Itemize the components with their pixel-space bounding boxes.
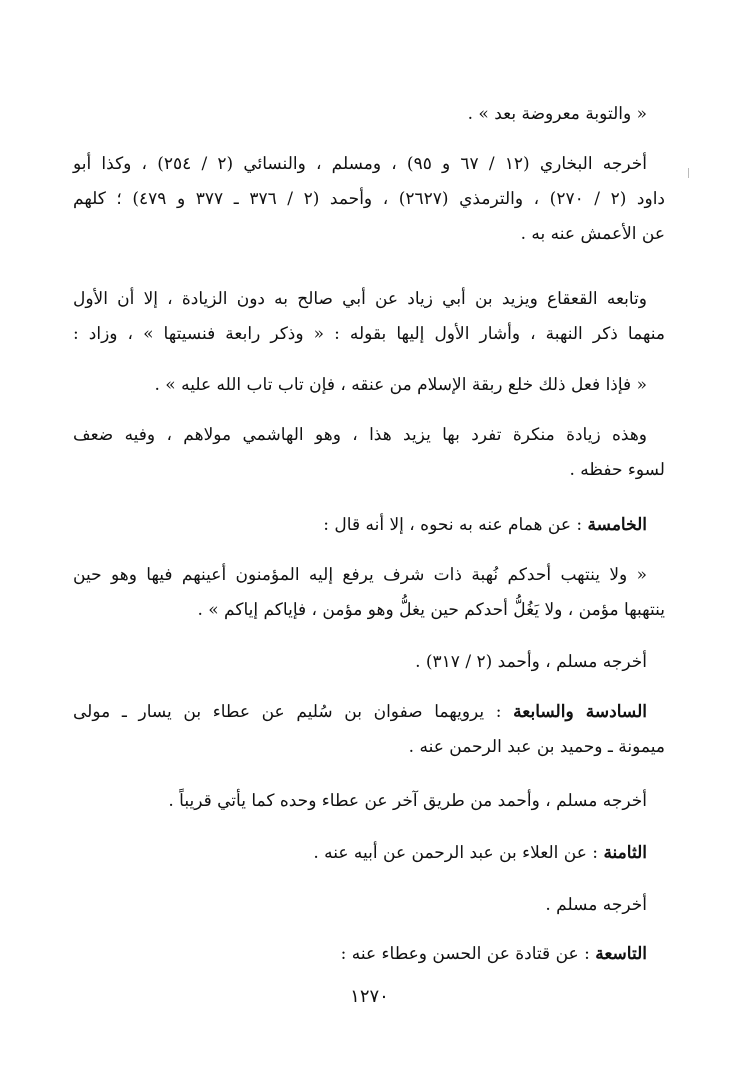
paragraph-thamina [73, 836, 665, 871]
text-line [73, 836, 665, 871]
text-line: أخرجه البخاري (١٢ / ٦٧ و ٩٥) ، ومسلم ، والنسائي (٢ / ٢٥٤) ، وكذا أبو [73, 154, 647, 174]
text-line [73, 695, 665, 730]
text-line: وهذه زيادة منكرة تفرد بها يزيد هذا ، وهو الهاشمي مولاهم ، وفيه ضعف [73, 425, 647, 445]
section-heading: السادسة والسابعة [513, 702, 647, 722]
paragraph-tasia [73, 937, 665, 972]
paragraph-takhrij-3 [73, 784, 665, 819]
text-line: لسوء حفظه . [569, 460, 665, 480]
text-line: « ولا ينتهب أحدكم نُهبة ذات شرف يرفع إليه المؤمنون أعينهم فيها وهو حين [73, 565, 647, 585]
text-line: ميمونة ـ وحميد بن عبد الرحمن عنه . [408, 737, 665, 757]
paragraph-tawba [73, 97, 665, 132]
paragraph-quote-1 [73, 368, 665, 403]
text-line: وتابعه القعقاع ويزيد بن أبي زياد عن أبي صالح به دون الزيادة ، إلا أن الأول [73, 289, 647, 309]
paragraph-mutaba [73, 282, 665, 352]
paragraph-khamisa [73, 508, 665, 543]
heading-text: : عن العلاء بن عبد الرحمن عن أبيه عنه . [313, 843, 599, 863]
paragraph-takhrij-1 [73, 147, 665, 252]
section-heading: الخامسة [587, 515, 647, 535]
heading-text: : عن همام عنه به نحوه ، إلا أنه قال : [323, 515, 583, 535]
text-line [73, 508, 665, 543]
text-line: عن الأعمش عنه به . [520, 224, 665, 244]
text-line [73, 937, 665, 972]
paragraph-ziyada [73, 418, 665, 488]
paragraph-takhrij-4 [73, 888, 665, 923]
margin-mark [688, 168, 689, 178]
text-line: أخرجه مسلم . [545, 895, 647, 915]
text-line: أخرجه مسلم ، وأحمد من طريق آخر عن عطاء وحده كما يأتي قريباً . [168, 791, 647, 811]
text-line: ينتهبها مؤمن ، ولا يَغُلُّ أحدكم حين يغلُّ وهو مؤمن ، فإياكم إياكم » . [197, 600, 665, 620]
section-heading: التاسعة [595, 944, 647, 964]
section-heading: الثامنة [603, 843, 647, 863]
heading-text: : عن قتادة عن الحسن وعطاء عنه : [340, 944, 590, 964]
paragraph-takhrij-2 [73, 645, 665, 680]
text-line: داود (٢ / ٢٧٠) ، والترمذي (٢٦٢٧) ، وأحمد (٢ / ٣٧٦ ـ ٣٧٧ و ٤٧٩) ؛ كلهم [73, 189, 665, 209]
text-line: « والتوبة معروضة بعد » . [467, 104, 647, 124]
text-line: منهما ذكر النهبة ، وأشار الأول إليها بقوله : « وذكر رابعة فنسيتها » ، وزاد : [73, 324, 665, 344]
text-line: أخرجه مسلم ، وأحمد (٢ / ٣١٧) . [415, 652, 647, 672]
heading-text: : يرويهما صفوان بن سُليم عن عطاء بن يسار ـ مولى [73, 702, 502, 722]
paragraph-quote-2 [73, 558, 665, 628]
page-number: ١٢٧٠ [350, 986, 389, 1007]
text-line: « فإذا فعل ذلك خلع ربقة الإسلام من عنقه ، فإن تاب تاب الله عليه » . [154, 375, 647, 395]
paragraph-sadisa [73, 695, 665, 765]
